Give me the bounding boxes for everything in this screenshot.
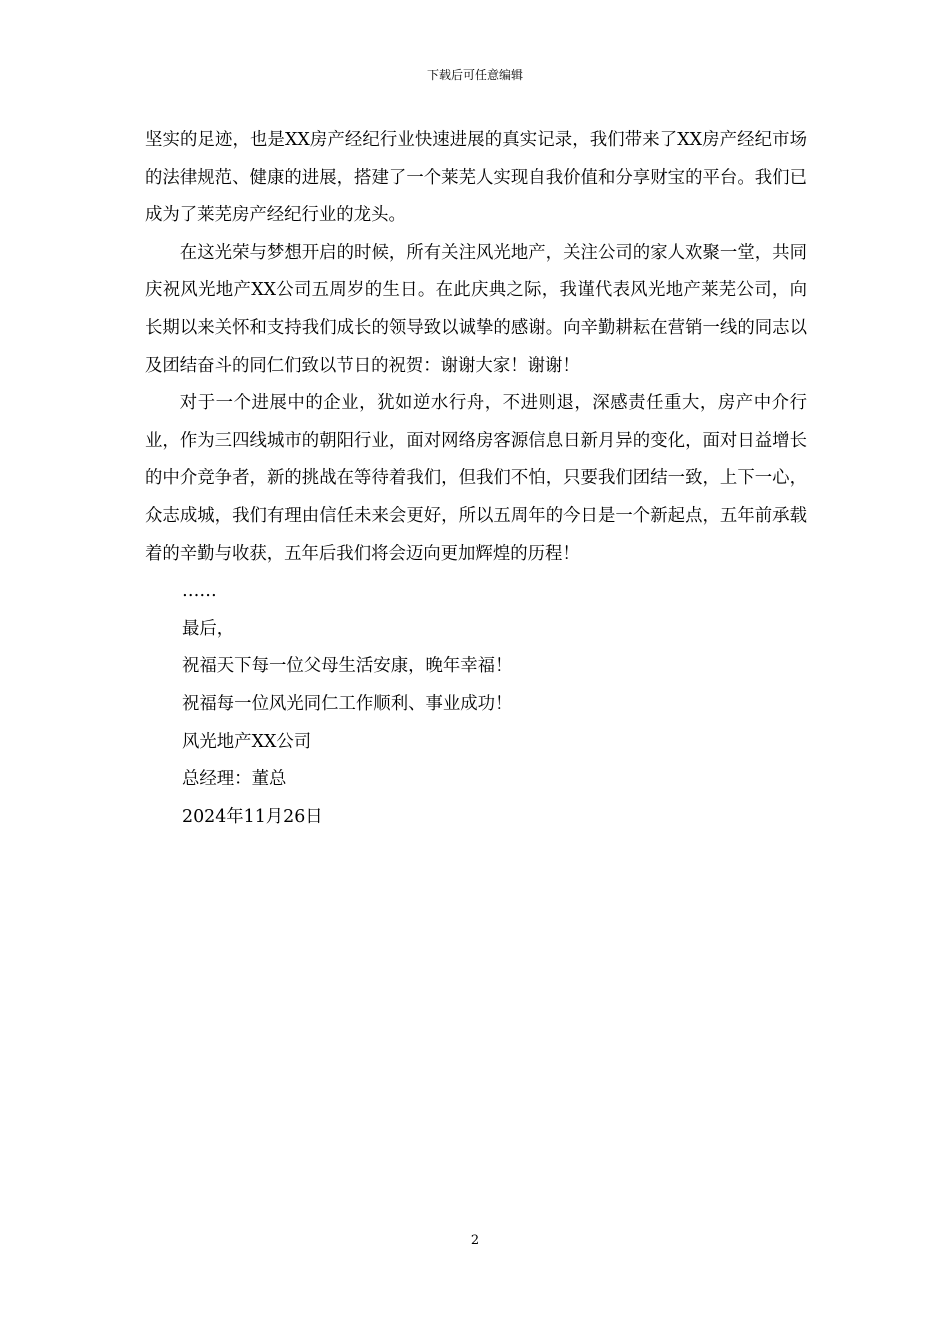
document-body xyxy=(145,122,807,836)
ellipsis-line: …… xyxy=(182,581,217,602)
paragraph-1: 坚实的足迹，也是XX房产经纪行业快速进展的真实记录，我们带来了XX房产经纪市场的法律规范、健康的进展，搭建了一个莱芜人实现自我价值和分享财宝的平台。我们已成为了莱芜房产经纪行业的龙头。 xyxy=(145,130,807,226)
paragraph-2: 在这光荣与梦想开启的时候，所有关注风光地产，关注公司的家人欢聚一堂，共同庆祝风光地产XX公司五周岁的生日。在此庆典之际，我谨代表风光地产莱芜公司，向长期以来关怀和支持我们成长的领导致以诚挚的感谢。向辛勤耕耘在营销一线的同志以及团结奋斗的同仁们致以节日的祝贺：谢谢大家！谢谢！ xyxy=(145,242,807,376)
page-number: 2 xyxy=(470,1233,480,1248)
closing-line: 最后， xyxy=(182,618,235,639)
company-signature: 风光地产XX公司 xyxy=(182,731,312,752)
date-line: 2024年11月26日 xyxy=(182,806,323,827)
paragraph-3: 对于一个进展中的企业，犹如逆水行舟，不进则退，深感责任重大，房产中介行业，作为三四线城市的朝阳行业，面对网络房客源信息日新月异的变化，面对日益增长的中介竞争者，新的挑战在等待着我们，但我们不怕，只要我们团结一致，上下一心，众志成城，我们有理由信任未来会更好，所以五周年的今日是一个新起点，五年前承载着的辛勤与收获，五年后我们将会迈向更加辉煌的历程！ xyxy=(145,393,807,564)
wish-line-2: 祝福每一位风光同仁工作顺利、事业成功！ xyxy=(182,693,513,714)
page-header-note: 下载后可任意编辑 xyxy=(426,68,523,82)
signer-line: 总经理：董总 xyxy=(182,769,287,790)
wish-line-1: 祝福天下每一位父母生活安康，晚年幸福！ xyxy=(182,656,513,677)
